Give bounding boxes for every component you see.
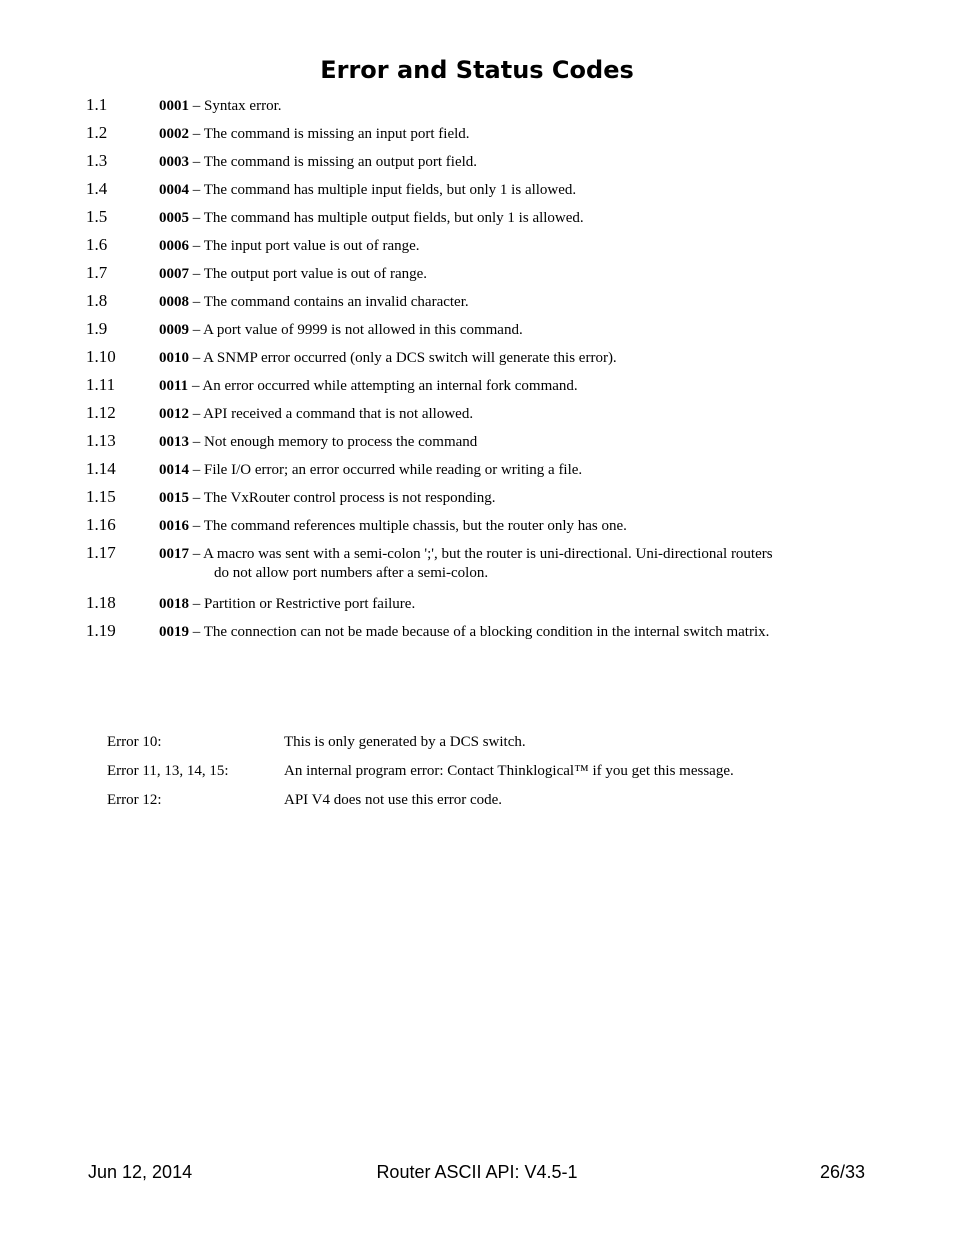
error-code-item <box>0 93 954 121</box>
error-description: – The VxRouter control process is not responding. <box>189 490 496 506</box>
error-code-item <box>0 261 954 289</box>
error-notes <box>0 734 954 821</box>
error-description: – The input port value is out of range. <box>189 238 420 254</box>
error-description: – The output port value is out of range. <box>189 266 428 282</box>
item-description <box>159 237 849 256</box>
error-code: 0003 <box>159 154 189 170</box>
item-number: 1.4 <box>86 179 108 198</box>
item-number: 1.17 <box>86 543 116 562</box>
error-code: 0014 <box>159 462 189 478</box>
error-code: 0008 <box>159 294 189 310</box>
item-number: 1.7 <box>86 263 108 282</box>
item-description <box>159 293 849 312</box>
error-code-item <box>0 149 954 177</box>
note-label: Error 12: <box>107 792 162 808</box>
note-text: An internal program error: Contact Thinklogical™ if you get this message. <box>284 763 734 779</box>
note-row <box>0 734 954 763</box>
item-description <box>159 321 849 340</box>
error-description: – The command has multiple input fields, but only 1 is allowed. <box>189 182 577 198</box>
item-number: 1.15 <box>86 487 116 506</box>
item-number: 1.5 <box>86 207 108 226</box>
item-description <box>159 489 849 508</box>
error-code: 0017 <box>159 546 189 562</box>
error-code-item <box>0 485 954 513</box>
item-number: 1.19 <box>86 621 116 640</box>
error-description: – Syntax error. <box>189 98 282 114</box>
item-number: 1.18 <box>86 593 116 612</box>
item-description <box>159 433 849 452</box>
item-description <box>159 153 849 172</box>
item-number: 1.16 <box>86 515 116 534</box>
error-codes-list <box>0 93 954 647</box>
error-description: – The command is missing an input port field. <box>189 126 470 142</box>
item-number: 1.1 <box>86 95 108 114</box>
item-number: 1.14 <box>86 459 116 478</box>
error-code-item <box>0 121 954 149</box>
note-label: Error 10: <box>107 734 162 750</box>
error-description: – The command contains an invalid character. <box>189 294 469 310</box>
error-code-item <box>0 289 954 317</box>
error-code: 0001 <box>159 98 189 114</box>
item-description <box>159 545 849 583</box>
item-description <box>159 595 849 614</box>
error-description: – Partition or Restrictive port failure. <box>189 596 416 612</box>
item-number: 1.10 <box>86 347 116 366</box>
footer-document-title: Router ASCII API: V4.5-1 <box>376 1162 578 1182</box>
error-code-item <box>0 457 954 485</box>
error-description: – A macro was sent with a semi-colon ';', but the router is uni-directional. Uni-directional routers <box>189 546 773 562</box>
note-label: Error 11, 13, 14, 15: <box>107 763 229 779</box>
error-code: 0019 <box>159 624 189 640</box>
item-description <box>159 517 849 536</box>
item-number: 1.8 <box>86 291 108 310</box>
error-code: 0018 <box>159 596 189 612</box>
error-code-item <box>0 177 954 205</box>
error-description: – A SNMP error occurred (only a DCS switch will generate this error). <box>189 350 617 366</box>
error-code-item <box>0 429 954 457</box>
page-title: Error and Status Codes <box>320 56 634 84</box>
error-description-continuation: do not allow port numbers after a semi-colon. <box>214 565 489 581</box>
error-code: 0004 <box>159 182 189 198</box>
error-code: 0012 <box>159 406 189 422</box>
error-description: – The command has multiple output fields, but only 1 is allowed. <box>189 210 584 226</box>
error-code: 0005 <box>159 210 189 226</box>
item-number: 1.12 <box>86 403 116 422</box>
error-code: 0002 <box>159 126 189 142</box>
note-row <box>0 763 954 792</box>
error-code-item <box>0 233 954 261</box>
item-description <box>159 209 849 228</box>
item-description <box>159 181 849 200</box>
item-description <box>159 349 849 368</box>
error-description: – The command references multiple chassis, but the router only has one. <box>189 518 627 534</box>
error-code-item <box>0 513 954 541</box>
error-description: – An error occurred while attempting an internal fork command. <box>188 378 578 394</box>
error-code: 0007 <box>159 266 189 282</box>
footer-date: Jun 12, 2014 <box>88 1162 193 1182</box>
error-code-item <box>0 317 954 345</box>
item-description <box>159 623 849 642</box>
error-code-item <box>0 345 954 373</box>
error-code-item <box>0 591 954 619</box>
item-number: 1.11 <box>86 375 116 394</box>
item-number: 1.2 <box>86 123 108 142</box>
item-number: 1.13 <box>86 431 116 450</box>
error-description: – A port value of 9999 is not allowed in this command. <box>189 322 523 338</box>
item-description <box>159 125 849 144</box>
error-description: – The command is missing an output port field. <box>189 154 478 170</box>
error-description: – API received a command that is not allowed. <box>189 406 474 422</box>
error-code: 0013 <box>159 434 189 450</box>
error-code: 0010 <box>159 350 189 366</box>
error-code: 0016 <box>159 518 189 534</box>
item-number: 1.9 <box>86 319 108 338</box>
item-description <box>159 377 849 396</box>
item-description <box>159 405 849 424</box>
error-code-item <box>0 541 954 591</box>
error-code-item <box>0 373 954 401</box>
item-number: 1.6 <box>86 235 108 254</box>
note-text: This is only generated by a DCS switch. <box>284 734 526 750</box>
error-code: 0009 <box>159 322 189 338</box>
error-code-item <box>0 205 954 233</box>
error-code-item <box>0 619 954 647</box>
note-text: API V4 does not use this error code. <box>284 792 503 808</box>
error-code: 0015 <box>159 490 189 506</box>
item-description <box>159 97 849 116</box>
item-description <box>159 461 849 480</box>
item-description <box>159 265 849 284</box>
error-code: 0011 <box>159 378 189 394</box>
error-description: – The connection can not be made because of a blocking condition in the internal switch matrix. <box>189 624 770 640</box>
error-code-item <box>0 401 954 429</box>
note-row <box>0 792 954 821</box>
error-code: 0006 <box>159 238 189 254</box>
footer-page-number: 26/33 <box>819 1162 865 1182</box>
error-description: – File I/O error; an error occurred while reading or writing a file. <box>189 462 583 478</box>
item-number: 1.3 <box>86 151 108 170</box>
error-description: – Not enough memory to process the command <box>189 434 478 450</box>
